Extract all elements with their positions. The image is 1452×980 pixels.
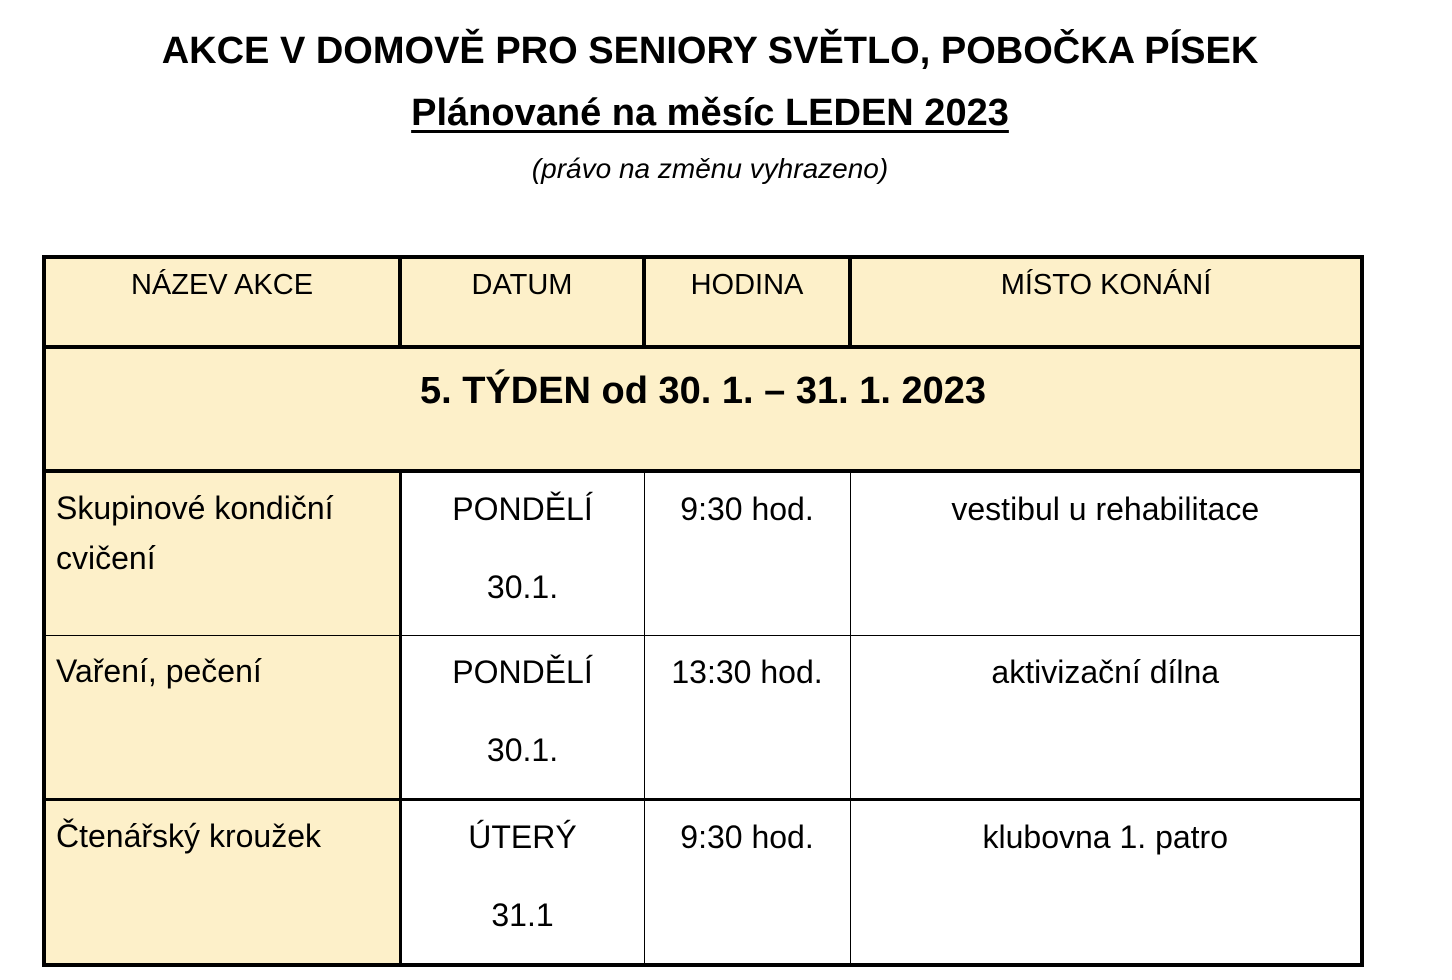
header-place: MÍSTO KONÁNÍ [850,257,1362,347]
event-place: klubovna 1. patro [982,819,1228,855]
events-table [42,255,1364,967]
header-time: HODINA [644,257,850,347]
week-label: 5. TÝDEN od 30. 1. – 31. 1. 2023 [44,347,1362,471]
event-name-cell [44,800,400,966]
document-subtitle [0,88,1420,138]
table-row [44,800,1362,966]
table-row [44,471,1362,636]
event-day: ÚTERÝ [468,819,577,855]
event-place: aktivizační dílna [850,636,1362,800]
event-name-cell [44,636,400,800]
change-reserved-note: (právo na změnu vyhrazeno) [531,153,889,184]
event-date-cell [400,636,644,800]
event-date: 30.1. [486,569,559,605]
document-title: AKCE V DOMOVĚ PRO SENIORY SVĚTLO, POBOČKA PÍSEK [161,30,1259,72]
event-day: PONDĚLÍ [452,654,593,690]
event-place: vestibul u rehabilitace [850,471,1362,636]
event-name-line: Skupinové kondiční [56,490,334,526]
event-date: 30.1. [486,732,559,768]
week-row [44,347,1362,471]
event-name-cell [44,471,400,636]
event-time: 9:30 hod. [644,800,850,966]
table-header-row [44,257,1362,347]
subtitle-text: Plánované na měsíc LEDEN 2023 [411,92,1009,134]
event-date-cell [400,471,644,636]
event-name-line: Vaření, pečení [56,653,262,689]
event-day: PONDĚLÍ [452,491,593,527]
table-row [44,636,1362,800]
header-date: DATUM [400,257,644,347]
event-time: 9:30 hod. [644,471,850,636]
event-date-cell [400,800,644,966]
event-time: 13:30 hod. [644,636,850,800]
event-name-line: cvičení [56,540,156,576]
header-event-name: NÁZEV AKCE [44,257,400,347]
event-date: 31.1 [491,897,554,933]
event-name-line: Čtenářský kroužek [56,818,321,854]
